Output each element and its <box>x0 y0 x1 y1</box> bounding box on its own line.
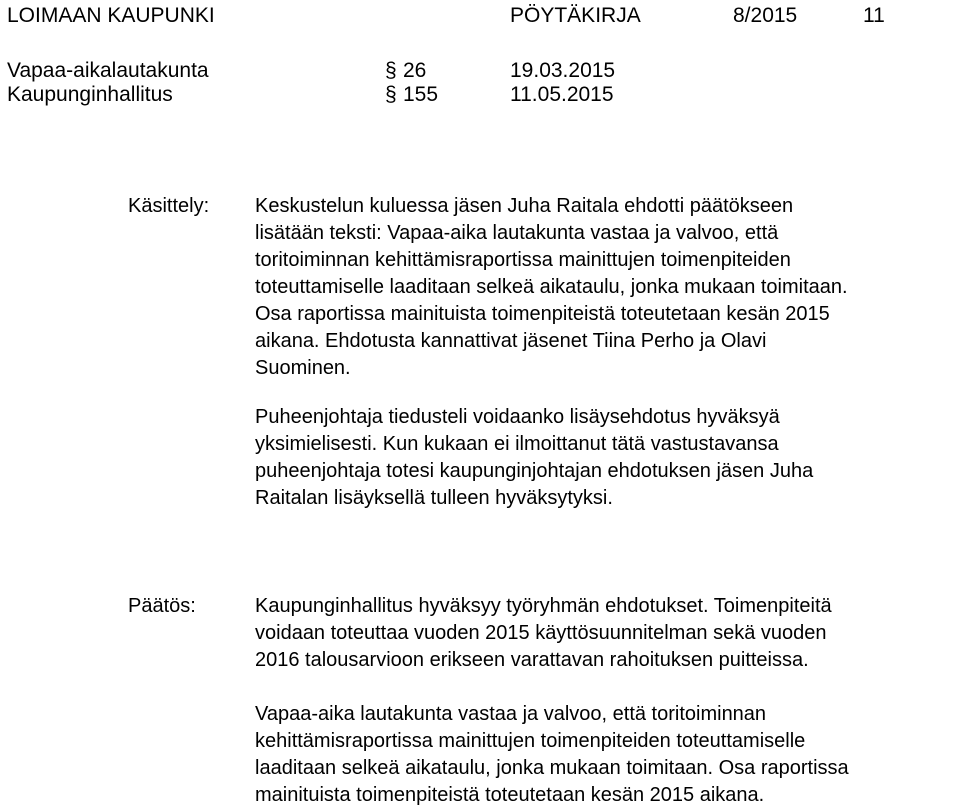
text-line: lisätään teksti: Vapaa-aika lautakunta vastaa ja valvoo, että <box>255 222 779 244</box>
text-line: puheenjohtaja totesi kaupunginjohtajan ehdotuksen jäsen Juha <box>255 460 814 482</box>
text-line: Suominen. <box>255 357 351 379</box>
text-line: voidaan toteuttaa vuoden 2015 käyttösuunnitelman sekä vuoden <box>255 622 827 644</box>
text-line: aikana. Ehdotusta kannattivat jäsenet Tiina Perho ja Olavi <box>255 330 767 352</box>
section-body-1: Vapaa-aikalautakunta <box>7 59 209 82</box>
document-number: 8/2015 <box>733 4 798 27</box>
section-symbol-1: § <box>385 59 397 82</box>
page-number: 11 <box>863 4 885 27</box>
section-date-1: 19.03.2015 <box>510 59 616 82</box>
text-line: Kaupunginhallitus hyväksyy työryhmän ehdotukset. Toimenpiteitä <box>255 595 832 617</box>
text-line: Keskustelun kuluessa jäsen Juha Raitala ehdotti päätökseen <box>255 195 794 217</box>
text-line: Vapaa-aika lautakunta vastaa ja valvoo, että toritoiminnan <box>255 703 767 725</box>
paatos-paragraph-1 <box>255 593 955 674</box>
text-line: mainituista toimenpiteistä toteutetaan kesän 2015 aikana. <box>255 784 765 806</box>
kasittely-label: Käsittely: <box>128 195 210 217</box>
text-line: Osa raportissa mainituista toimenpiteistä toteutetaan kesän 2015 <box>255 303 830 325</box>
text-line: toritoiminnan kehittämisraportissa mainittujen toimenpiteiden <box>255 249 791 271</box>
paatos-paragraph-2 <box>255 701 955 809</box>
section-date-2: 11.05.2015 <box>510 83 614 106</box>
text-line: laaditaan selkeä aikataulu, jonka mukaan toimitaan. Osa raportissa <box>255 757 849 779</box>
text-line: kehittämisraportissa mainittujen toimenpiteiden toteuttamiselle <box>255 730 806 752</box>
section-number-1: 26 <box>403 59 427 82</box>
text-line: yksimielisesti. Kun kukaan ei ilmoittanut tätä vastustavansa <box>255 433 779 455</box>
text-line: toteuttamiselle laaditaan selkeä aikataulu, jonka mukaan toimitaan. <box>255 276 848 298</box>
kasittely-paragraph-1 <box>255 193 955 382</box>
text-line: 2016 talousarvioon erikseen varattavan rahoituksen puitteissa. <box>255 649 809 671</box>
kasittely-paragraph-2 <box>255 404 955 512</box>
section-symbol-2: § <box>385 83 397 106</box>
text-line: Raitalan lisäyksellä tulleen hyväksytyksi. <box>255 487 613 509</box>
section-number-2: 155 <box>403 83 439 106</box>
paatos-label: Päätös: <box>128 595 196 617</box>
document-type: PÖYTÄKIRJA <box>510 4 641 27</box>
municipality-name: LOIMAAN KAUPUNKI <box>7 4 215 27</box>
section-body-2: Kaupunginhallitus <box>7 83 173 106</box>
text-line: Puheenjohtaja tiedusteli voidaanko lisäysehdotus hyväksyä <box>255 406 780 428</box>
